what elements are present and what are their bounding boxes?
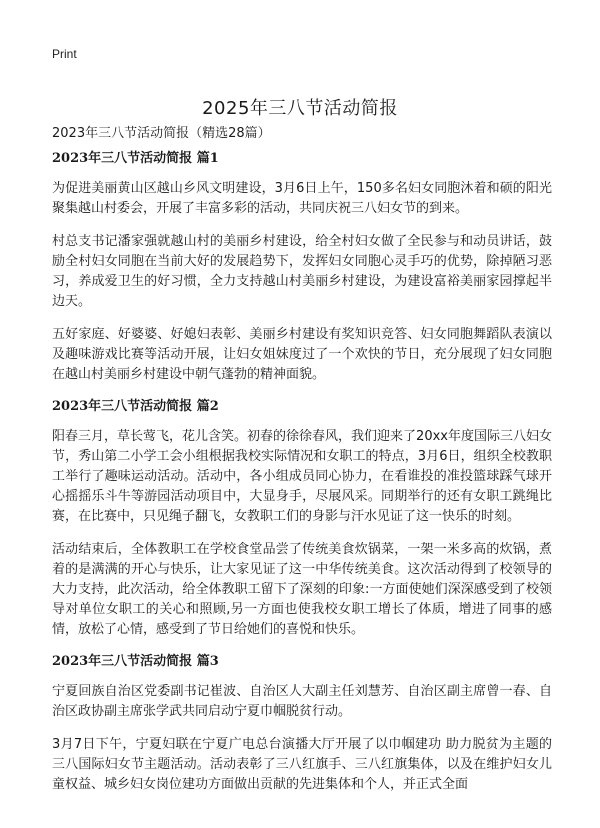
paragraph: 五好家庭、好婆婆、好媳妇表彰、美丽乡村建设有奖知识竞答、妇女同胞舞蹈队表演以及趣味游戏比赛等活动开展，让妇女姐妹度过了一个欢快的节日，充分展现了妇女同胞在越山村美丽乡村建设中朝气蓬勃的精神面貌。 [52,327,552,382]
section-1 [52,150,552,385]
section-heading: 2023年三八节活动简报 篇3 [52,654,219,669]
paragraph: 3月7日下午，宁夏妇联在宁夏广电总台演播大厅开展了以巾帼建功 助力脱贫为主题的三八国际妇女节主题活动。活动表彰了三八红旗手、三八红旗集体，以及在维护妇女儿童权益、城乡妇女岗位建功方面做出贡献的先进集体和个人，并正式全面 [52,737,552,792]
paragraph: 村总支书记潘家强就越山村的美丽乡村建设，给全村妇女做了全民参与和动员讲话，鼓励全村妇女同胞在当前大好的发展趋势下，发挥妇女同胞心灵手巧的优势，除掉陋习恶习，养成爱卫生的好习惯，全力支持越山村美丽乡村建设，为建设富裕美丽家园撑起半边天。 [52,234,552,309]
paragraph: 宁夏回族自治区党委副书记崔波、自治区人大副主任刘慧芳、自治区副主席曾一春、自治区政协副主席张学武共同启动宁夏巾帼脱贫行动。 [52,684,552,719]
paragraph: 活动结束后，全体教职工在学校食堂品尝了传统美食炊锅菜，一架一米多高的炊锅，煮着的是满满的开心与快乐，让大家见证了这一中华传统美食。这次活动得到了校领导的大力支持，此次活动，给全体教职工留下了深刻的印象:一方面使她们深深感受到了校领导对单位女职工的关心和照顾,另一方面也使我校女职工增长了体质，增进了同事的感情，放松了心情，感受到了节日给她们的喜悦和快乐。 [52,542,552,637]
article-body [52,150,552,808]
paragraph: 阳春三月，草长莺飞，花儿含笑。初春的徐徐春风，我们迎来了20xx年度国际三八妇女节，秀山第二小学工会小组根据我校实际情况和女职工的特点，3月6日，组织全校教职工举行了趣味运动活动。活动中，各小组成员同心协力，在看谁投的准投篮球踩气球开心摇摇乐斗牛等游园活动项目中，大显身手，尽展风采。同期举行的还有女职工跳绳比赛，在比赛中，只见绳子翻飞，女教职工们的身影与汗水见证了这一快乐的时刻。 [52,429,552,524]
section-2 [52,398,552,640]
print-link[interactable]: Print [52,47,77,61]
section-heading: 2023年三八节活动简报 篇2 [52,399,219,414]
document-subtitle: 2023年三八节活动简报（精选28篇） [52,126,271,141]
section-3 [52,653,552,795]
section-heading: 2023年三八节活动简报 篇1 [52,151,219,166]
paragraph: 为促进美丽黄山区越山乡风文明建设，3月6日上午，150多名妇女同胞沐着和硕的阳光聚集越山村委会，开展了丰富多彩的活动，共同庆祝三八妇女节的到来。 [52,181,552,216]
page-title: 2025年三八节活动简报 [202,98,398,120]
